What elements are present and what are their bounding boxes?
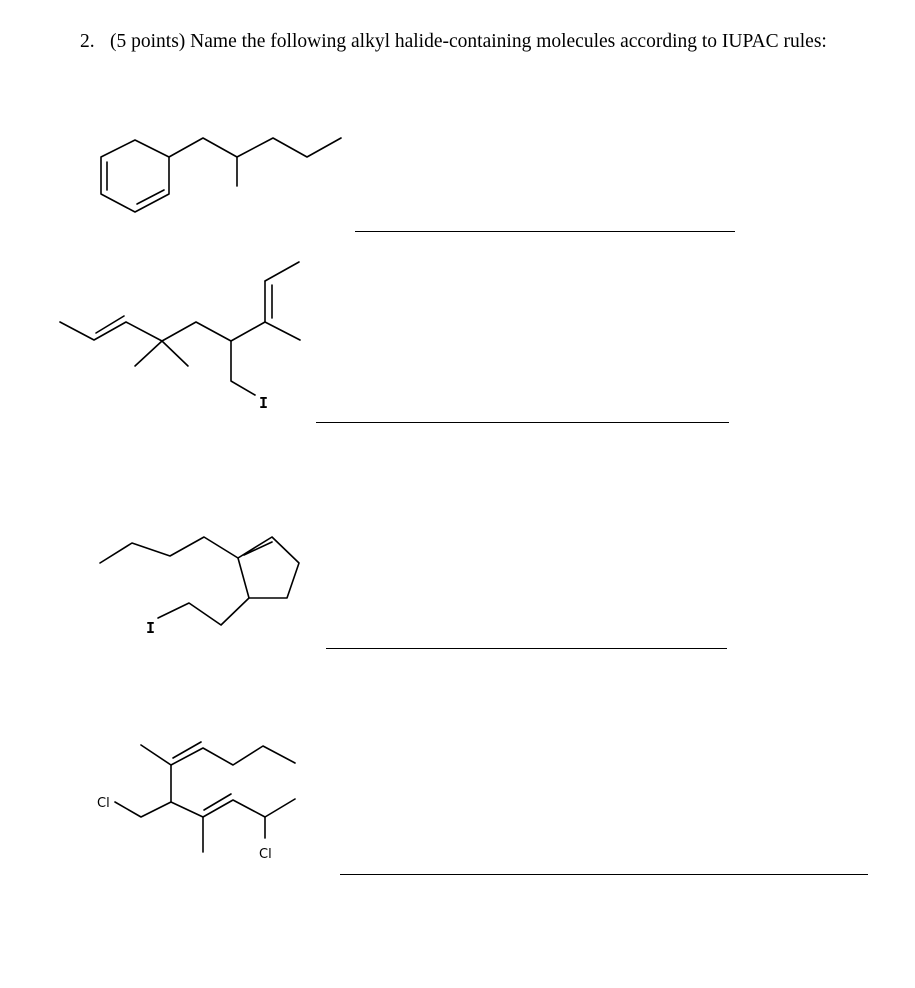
answer-line-2[interactable] [316, 422, 729, 423]
question-number: 2. [80, 31, 95, 52]
iodine-label: I [259, 394, 269, 412]
molecule-3-structure [90, 500, 330, 650]
molecule-4-structure [85, 720, 325, 870]
chlorine-label: Cl [97, 796, 110, 811]
chlorine-label: Cl [259, 847, 272, 862]
answer-line-3[interactable] [326, 648, 727, 649]
molecule-1-structure [85, 100, 365, 230]
iodine-label: I [146, 619, 156, 637]
answer-line-1[interactable] [355, 231, 735, 232]
answer-line-4[interactable] [340, 874, 868, 875]
molecule-2-structure [50, 250, 320, 420]
question-text: (5 points) Name the following alkyl halide-containing molecules according to IUPAC rules: [110, 31, 827, 52]
